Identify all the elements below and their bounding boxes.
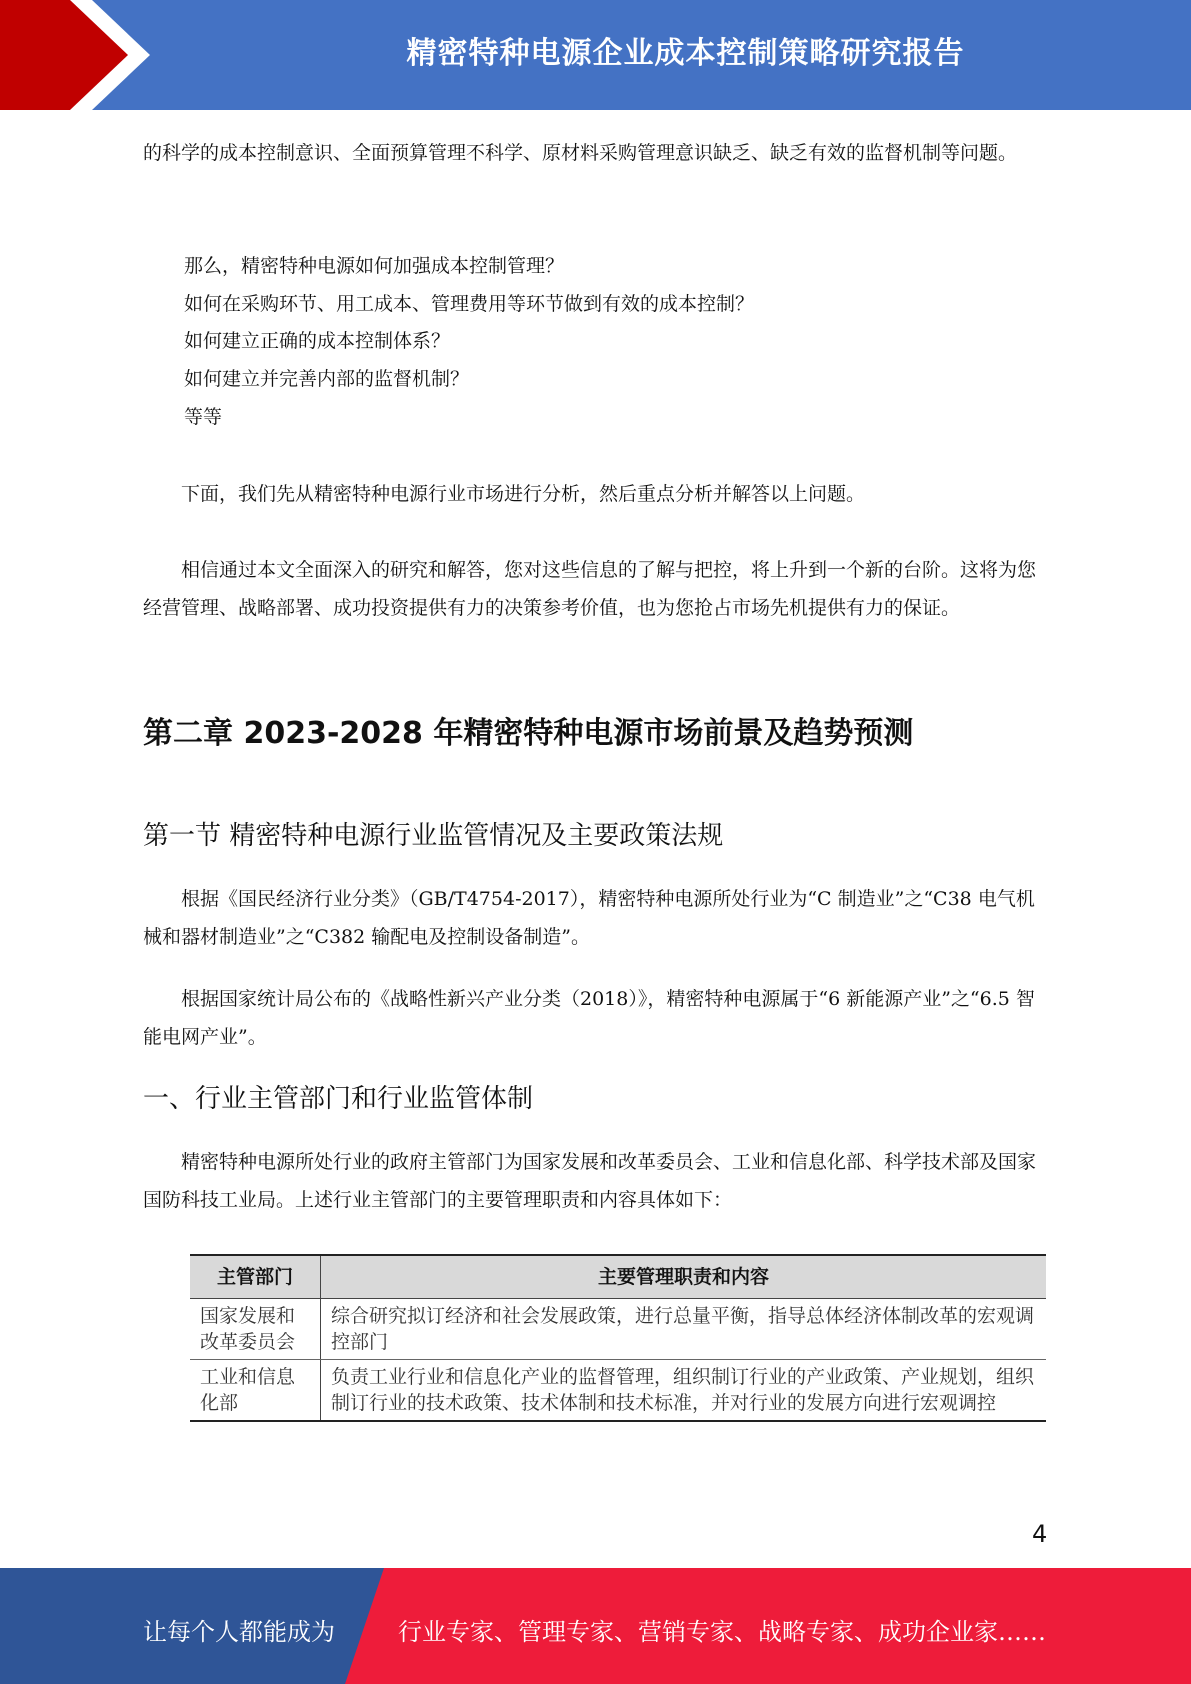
table-row	[190, 1360, 1046, 1422]
chapter-heading: 第二章 2023-2028 年精密特种电源市场前景及趋势预测	[143, 716, 914, 751]
page-footer	[0, 1568, 1191, 1684]
intro-paragraph-1: 的科学的成本控制意识、全面预算管理不科学、原材料采购管理意识缺乏、缺乏有效的监督机制等问题。	[143, 142, 1018, 164]
footer-slogan-right: 行业专家、管理专家、营销专家、战略专家、成功企业家……	[398, 1618, 1046, 1646]
subsection-paragraph-1: 精密特种电源所处行业的政府主管部门为国家发展和改革委员会、工业和信息化部、科学技术部及国家国防科技工业局。上述行业主管部门的主要管理职责和内容具体如下：	[143, 1151, 1037, 1211]
table-header-department: 主管部门	[190, 1255, 321, 1299]
table-cell-department: 工业和信息化部	[190, 1360, 321, 1422]
question-4: 如何建立并完善内部的监督机制？	[184, 368, 470, 390]
table-header-duties: 主要管理职责和内容	[321, 1255, 1047, 1299]
intro-paragraph-3: 相信通过本文全面深入的研究和解答，您对这些信息的了解与把控，将上升到一个新的台阶。这将为您经营管理、战略部署、成功投资提供有力的决策参考价值，也为您抢占市场先机提供有力的保证。	[143, 559, 1037, 619]
question-2: 如何在采购环节、用工成本、管理费用等环节做到有效的成本控制？	[184, 293, 755, 315]
table-header-row	[190, 1255, 1046, 1299]
intro-paragraph-2: 下面，我们先从精密特种电源行业市场进行分析，然后重点分析并解答以上问题。	[181, 483, 866, 505]
report-title: 精密特种电源企业成本控制策略研究报告	[406, 36, 965, 71]
section-heading: 第一节 精密特种电源行业监管情况及主要政策法规	[143, 821, 724, 851]
page-header	[0, 0, 1191, 110]
section-paragraph-1: 根据《国民经济行业分类》（GB/T4754-2017），精密特种电源所处行业为“C 制造业”之“C38 电气机械和器材制造业”之“C382 输配电及控制设备制造”。	[143, 888, 1035, 948]
page-number: 4	[1032, 1520, 1048, 1548]
question-3: 如何建立正确的成本控制体系？	[184, 330, 451, 352]
question-1: 那么，精密特种电源如何加强成本控制管理？	[184, 255, 565, 277]
section-paragraph-2: 根据国家统计局公布的《战略性新兴产业分类（2018）》，精密特种电源属于“6 新能源产业”之“6.5 智能电网产业”。	[143, 988, 1035, 1048]
table-cell-duties: 负责工业行业和信息化产业的监督管理，组织制订行业的产业政策、产业规划，组织制订行业的技术政策、技术体制和技术标准，并对行业的发展方向进行宏观调控	[321, 1360, 1047, 1422]
subsection-heading: 一、行业主管部门和行业监管体制	[143, 1084, 534, 1114]
table-row	[190, 1299, 1046, 1360]
regulators-table	[190, 1254, 1046, 1422]
table-cell-department: 国家发展和改革委员会	[190, 1299, 321, 1360]
footer-slogan-left: 让每个人都能成为	[143, 1618, 335, 1646]
question-etc: 等等	[184, 406, 223, 428]
table-cell-duties: 综合研究拟订经济和社会发展政策，进行总量平衡，指导总体经济体制改革的宏观调控部门	[321, 1299, 1047, 1360]
